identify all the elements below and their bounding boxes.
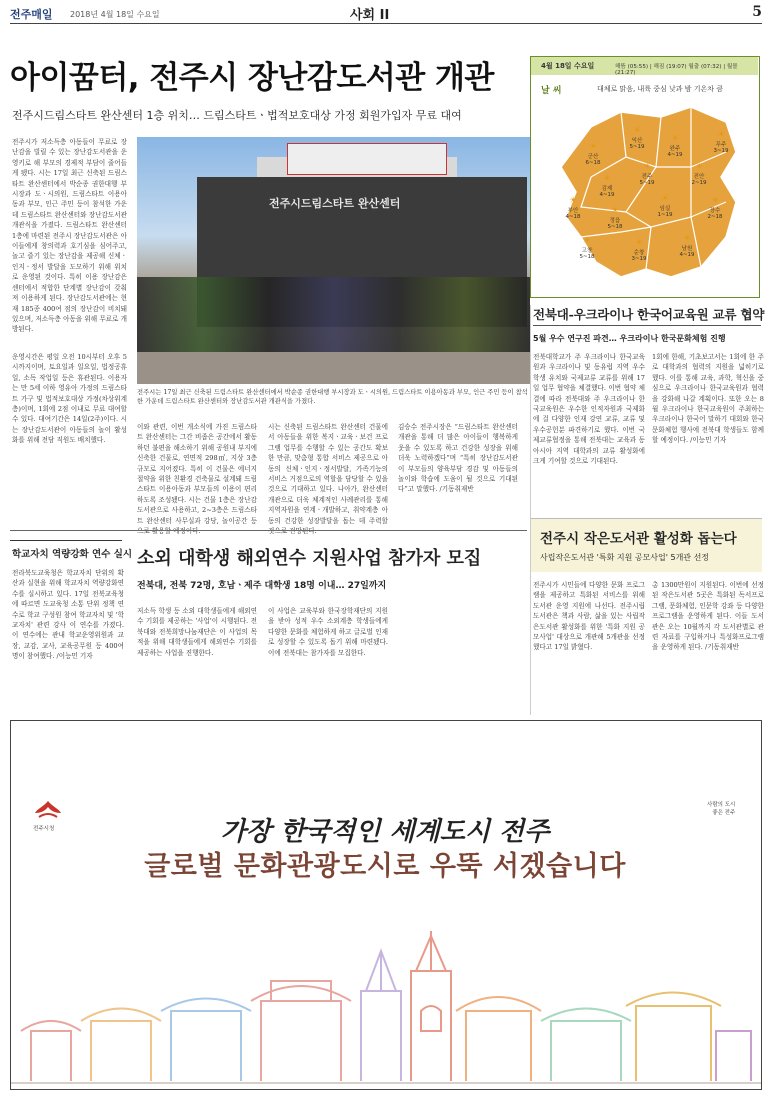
- lead-photo: [137, 137, 530, 384]
- story2-headline: 전북대-우크라이나 한국어교육원 교류 협약: [533, 307, 765, 322]
- weather-summary: 대체로 맑음, 내륙 중심 낮과 밤 기온차 큼: [597, 85, 723, 93]
- sun-cloud-icon: ☀: [710, 196, 720, 206]
- sun-moon-times: 해뜸 (05:55) | 해짐 (19:07) 월출 (07:32) | 월몰 (21:27): [615, 64, 738, 76]
- sun-cloud-icon: ☀: [660, 194, 670, 204]
- weather-label: 날 씨: [541, 86, 562, 96]
- photo-building-sign: 전주시드림스타트 완산센터: [269, 197, 401, 210]
- story2-column-1: 전북대학교가 주 우크라이나 한국교육원과 우크라이나 및 동유럽 지역 우수 학생 유치와 국제교류 교류를 위해 17일 업무 협약을 체결했다. 이번 협약 체결에 따라 전북대와 주 우크라이나 한국교육원은 우수한 인적자원과 국제화에 걸 다양한 인재 강연 교류, 교류 및 우수공헌분 파견하기로 했다. 이번 국제교류협정을 통해 전북대는 교육과 동아시아 지역 대학과의 교류 활성화에 크게 기여할 것으로 기대된다.: [533, 353, 645, 466]
- sun-cloud-icon: ☀: [568, 196, 578, 206]
- weather-date: 4월 18일 수요일: [541, 62, 595, 70]
- city-weather: ☀ 김제 4~19: [599, 174, 615, 198]
- newspaper-logo: 전주매일: [10, 8, 53, 21]
- story5-column-1: 저소득 학생 등 소외 대학생들에게 해외연수 기회를 제공하는 '사업'이 시행된다. 전북대와 전북희망나눔재단은 이 사업의 목적을 위해 대학생들에게 해외연수 기회를 제공하는 사업을 진행한다.: [137, 607, 257, 657]
- lead-column-2: 운영시간은 평일 오전 10시부터 오후 5시까지이며, 토요일과 일요일, 법정공휴일, 소독 작업일 등은 휴관된다. 이용자는 만 5세 이하 영유아 가정의 드림스타트 가구 및 법적보호대상 가정(차상위계층)이며, 1회에 2점 이내로 무료 대여할 수 있다. 대여기간은 14일(2주)이다. 시는 장난감도서관이 아동들의 놀이 활성화를 위해 전담 직원도 배치했다.: [12, 353, 127, 445]
- sun-cloud-icon: ☀: [716, 130, 726, 140]
- weather-map: [551, 97, 751, 291]
- masthead: [10, 4, 762, 24]
- city-weather: ☀ 순창 3~19: [631, 238, 647, 262]
- story5-headline: 소외 대학생 해외연수 지원사업 참가자 모집: [137, 548, 482, 569]
- ad-logo-text: 전주시청: [33, 826, 55, 832]
- city-weather: ☀ 정읍 5~18: [607, 206, 623, 230]
- lead-subhead: 전주시드림스타트 완산센터 1층 위치… 드림스타트ㆍ법적보호대상 가정 회원가입자 무료 대여: [12, 109, 462, 122]
- story4-text: 전라북도교육청은 학교자치 단위의 확산과 실현을 위해 학교자치 역량강화연수를 실시하고 있다. 17일 전북교육청에 따르면 도교육청 소통 단위 정책 연수로 학교 구성원 참여 학교자치 및 '학교자치' 관련 강사 이 연수를 가졌다. 이 연수에는 관내 학교운영위원과 교장, 교감, 교사, 교육공무원 등 400여명이 참여했다. /이능민 기자: [12, 569, 124, 661]
- lead-column-4: 시는 신축된 드림스타트 완산센터 건물에서 아동들을 위한 복지ㆍ교육ㆍ보건 프로그램 업무를 수행할 수 있는 공간도 확보한 만큼, 맞춤형 통합 서비스 제공으로 아동의 신체ㆍ인지ㆍ정서발달, 가족기능의 서비스 거점으로의 역할을 담당할 수 있을 것으로 기대하고 있다. 나아가, 완산센터 개관으로 더욱 체계적인 사례관리를 통해 지역자원을 연계ㆍ개발하고, 취약계층 아동의 건강한 성장발달을 돕는 데 주력할 것으로 전망된다.: [268, 423, 388, 536]
- sun-cloud-icon: ☀: [642, 162, 652, 172]
- city-weather: ☀ 익산 5~19: [629, 126, 645, 150]
- photo-caption: 전주시는 17일 최근 신축된 드림스타트 완산센터에서 박순종 권한대행 부시장과 도ㆍ시의원, 드림스타트 이용아동과 부모, 인근 주민 등이 참석한 가운데 드림스타트 완산센터와 장난감도서관 개관식을 가졌다.: [137, 389, 528, 405]
- city-advertisement: [10, 720, 762, 1090]
- story5-subhead: 전북대, 전북 72명, 호남ㆍ제주 대학생 18명 이내… 27일까지: [137, 581, 387, 591]
- city-weather: ☀ 고창 5~18: [579, 236, 595, 260]
- city-weather: ☀ 남원 4~19: [679, 234, 695, 258]
- city-weather: ☀ 진안 2~19: [691, 162, 707, 186]
- column-divider: [530, 305, 531, 715]
- city-weather: ☀ 장수 2~18: [707, 196, 723, 220]
- ad-slogan-line-1: 가장 한국적인 세계도시 전주: [220, 817, 550, 847]
- divider: [10, 530, 527, 531]
- city-weather: ☀ 임실 1~19: [657, 194, 673, 218]
- sun-cloud-icon: ☀: [632, 126, 642, 136]
- divider: [533, 325, 761, 326]
- lead-column-5: 김승수 전주시장은 “드림스타트 완산센터 개관을 통해 더 많은 아이들이 행복하게 웃을 수 있도록 하고 건강한 성장을 위해 더욱 노력하겠다”며 “특히 장난감도서관이 부모들의 양육부담 경감 및 아동들의 놀이와 학습에 도움이 될 것으로 기대된다”고 말했다. /기동취재반: [398, 423, 518, 494]
- lead-headline: 아이꿈터, 전주시 장난감도서관 개관: [10, 60, 494, 96]
- sun-cloud-icon: ☀: [602, 174, 612, 184]
- sun-cloud-icon: ☀: [670, 134, 680, 144]
- story5-column-2: 이 사업은 교육부와 한국장학재단의 지원을 받아 성적 우수 소외계층 학생들에게 다양한 문화를 체험하게 하고 글로벌 인재로 성장할 수 있도록 돕기 위해 마련됐다. 이에 전북대는 참가자를 모집한다.: [268, 607, 388, 657]
- sun-cloud-icon: ☀: [634, 238, 644, 248]
- ad-slogan-badge: 사람의 도시 좋은 전주: [707, 802, 736, 816]
- city-skyline-icon: [11, 911, 761, 1089]
- story3-subhead: 사립작은도서관 '특화 지원 공모사업' 5개관 선정: [540, 553, 710, 562]
- sun-cloud-icon: ☀: [610, 206, 620, 216]
- lead-column-1: 전주시가 저소득층 아동들이 무료로 장난감을 빌릴 수 있는 장난감도서관을 운영키로 해 부모의 경제적 부담이 줄어들게 됐다. 시는 17일 최근 신축된 드림스타트 완산센터에서 박순종 권한대행 부시장과 도ㆍ시의원, 드림스타트 이용아동과 부모, 인근 주민 등이 참석한 가운데 드림스타트 완산센터와 장난감도서관 개관식을 가졌다. 드림스타트 완산센터 1층에 마련된 전주시 장난감도서관은 아이들에게 창의력과 호기심을 심어주고, 놀고 즐기 있는 장난감을 제공해 신체ㆍ인지ㆍ정서 발달을 도모하기 위해 위치로 운영된 것이다. 특히 이용 장난감은 센터에서 적합한 단계별 장난감이 갖춰져 이용하게 된다. 장난감도서관에는 현재 185종 400여 점의 장난감이 비치돼 있으며, 저소득층 아동을 위해 무료로 개방된다.: [12, 138, 127, 334]
- weather-box: [530, 56, 760, 298]
- story3-column-2: 총 1300만원이 지원된다. 이번에 선정된 작은도서관 5곳은 특화된 독서프로그램, 문화체험, 인문학 강좌 등 다양한 프로그램을 운영하게 된다. 이들 도서관은 오는 10월까지 각 도서관별로 관련 자료를 구입하거나 특성화프로그램을 운영하게 된다. /기동취재반: [652, 581, 764, 652]
- city-weather: ☀ 군산 6~18: [585, 142, 601, 166]
- sun-cloud-icon: ☀: [682, 234, 692, 244]
- city-weather: ☀ 완주 4~19: [667, 134, 683, 158]
- story4-headline: 학교자치 역량강화 연수 실시: [12, 549, 133, 560]
- story2-column-2: 1회에 한해, 기초보고서는 1회에 한 주로 대학과의 협력의 지원을 넓히기로 했다. 이를 통해 교육, 과학, 혁신을 중심으로 우크라이나 한국교육원과 협력을 강화해 나갈 계획이다. 또한 오는 8월 우크라이나 한국교육원이 주최하는 우크라이나 한국어 말하기 대회와 한국문화체험 행사에 전북대 학생들도 함께 할 예정이다. /이능민 기자: [652, 353, 764, 445]
- city-weather: ☀ 전주 5~19: [639, 162, 655, 186]
- ad-slogan-line-2: 글로벌 문화관광도시로 우뚝 서겠습니다: [144, 851, 626, 882]
- sun-cloud-icon: ☀: [582, 236, 592, 246]
- lead-column-3: 이와 관련, 이번 개소식에 가진 드림스타트 완산센터는 그간 비좁은 공간에서 활동하던 불편을 해소하기 위해 공원내 부지에 신축한 건물로, 연면적 298㎡, 지상 3층 규모로 지어졌다. 특히 이 건물은 에너지 절약을 위한 친환경 건축물로 설계돼 드림스타트 이용아동과 부모들의 이용이 편리하도록 조성됐다. 시는 건물 1층은 장난감도서관으로 사용하고, 2~3층은 드림스타트 완산센터 사무실과 강당, 놀이공간 등으로 활용할 예정이다.: [137, 423, 257, 536]
- issue-date: 2018년 4월 18일 수요일: [70, 10, 160, 19]
- sun-cloud-icon: ☀: [588, 142, 598, 152]
- city-weather: ☀ 무주 3~19: [713, 130, 729, 154]
- section-name: 사회 II: [350, 8, 390, 23]
- story3-column-1: 전주시가 시민들에 다양한 문화 프로그램을 제공하고 특화된 서비스를 위해 도서관 운영 지원에 나선다. 전주시립도서관은 책과 사람, 삶을 있는 사립작은도서관 활성화를 위한 '특화 지원 공모사업' 대상으로 개관해 5개관을 선정했다고 17일 밝혔다.: [533, 581, 645, 652]
- story2-subhead: 5월 우수 연구진 파견… 우크라이나 한국문화체험 진행: [533, 334, 726, 343]
- page-number: 5: [752, 4, 762, 20]
- city-weather: ☀ 부안 4~18: [565, 196, 581, 220]
- story3-headline: 전주시 작은도서관 활성화 돕는다: [540, 531, 737, 547]
- sun-cloud-icon: ☀: [694, 162, 704, 172]
- divider: [10, 540, 122, 541]
